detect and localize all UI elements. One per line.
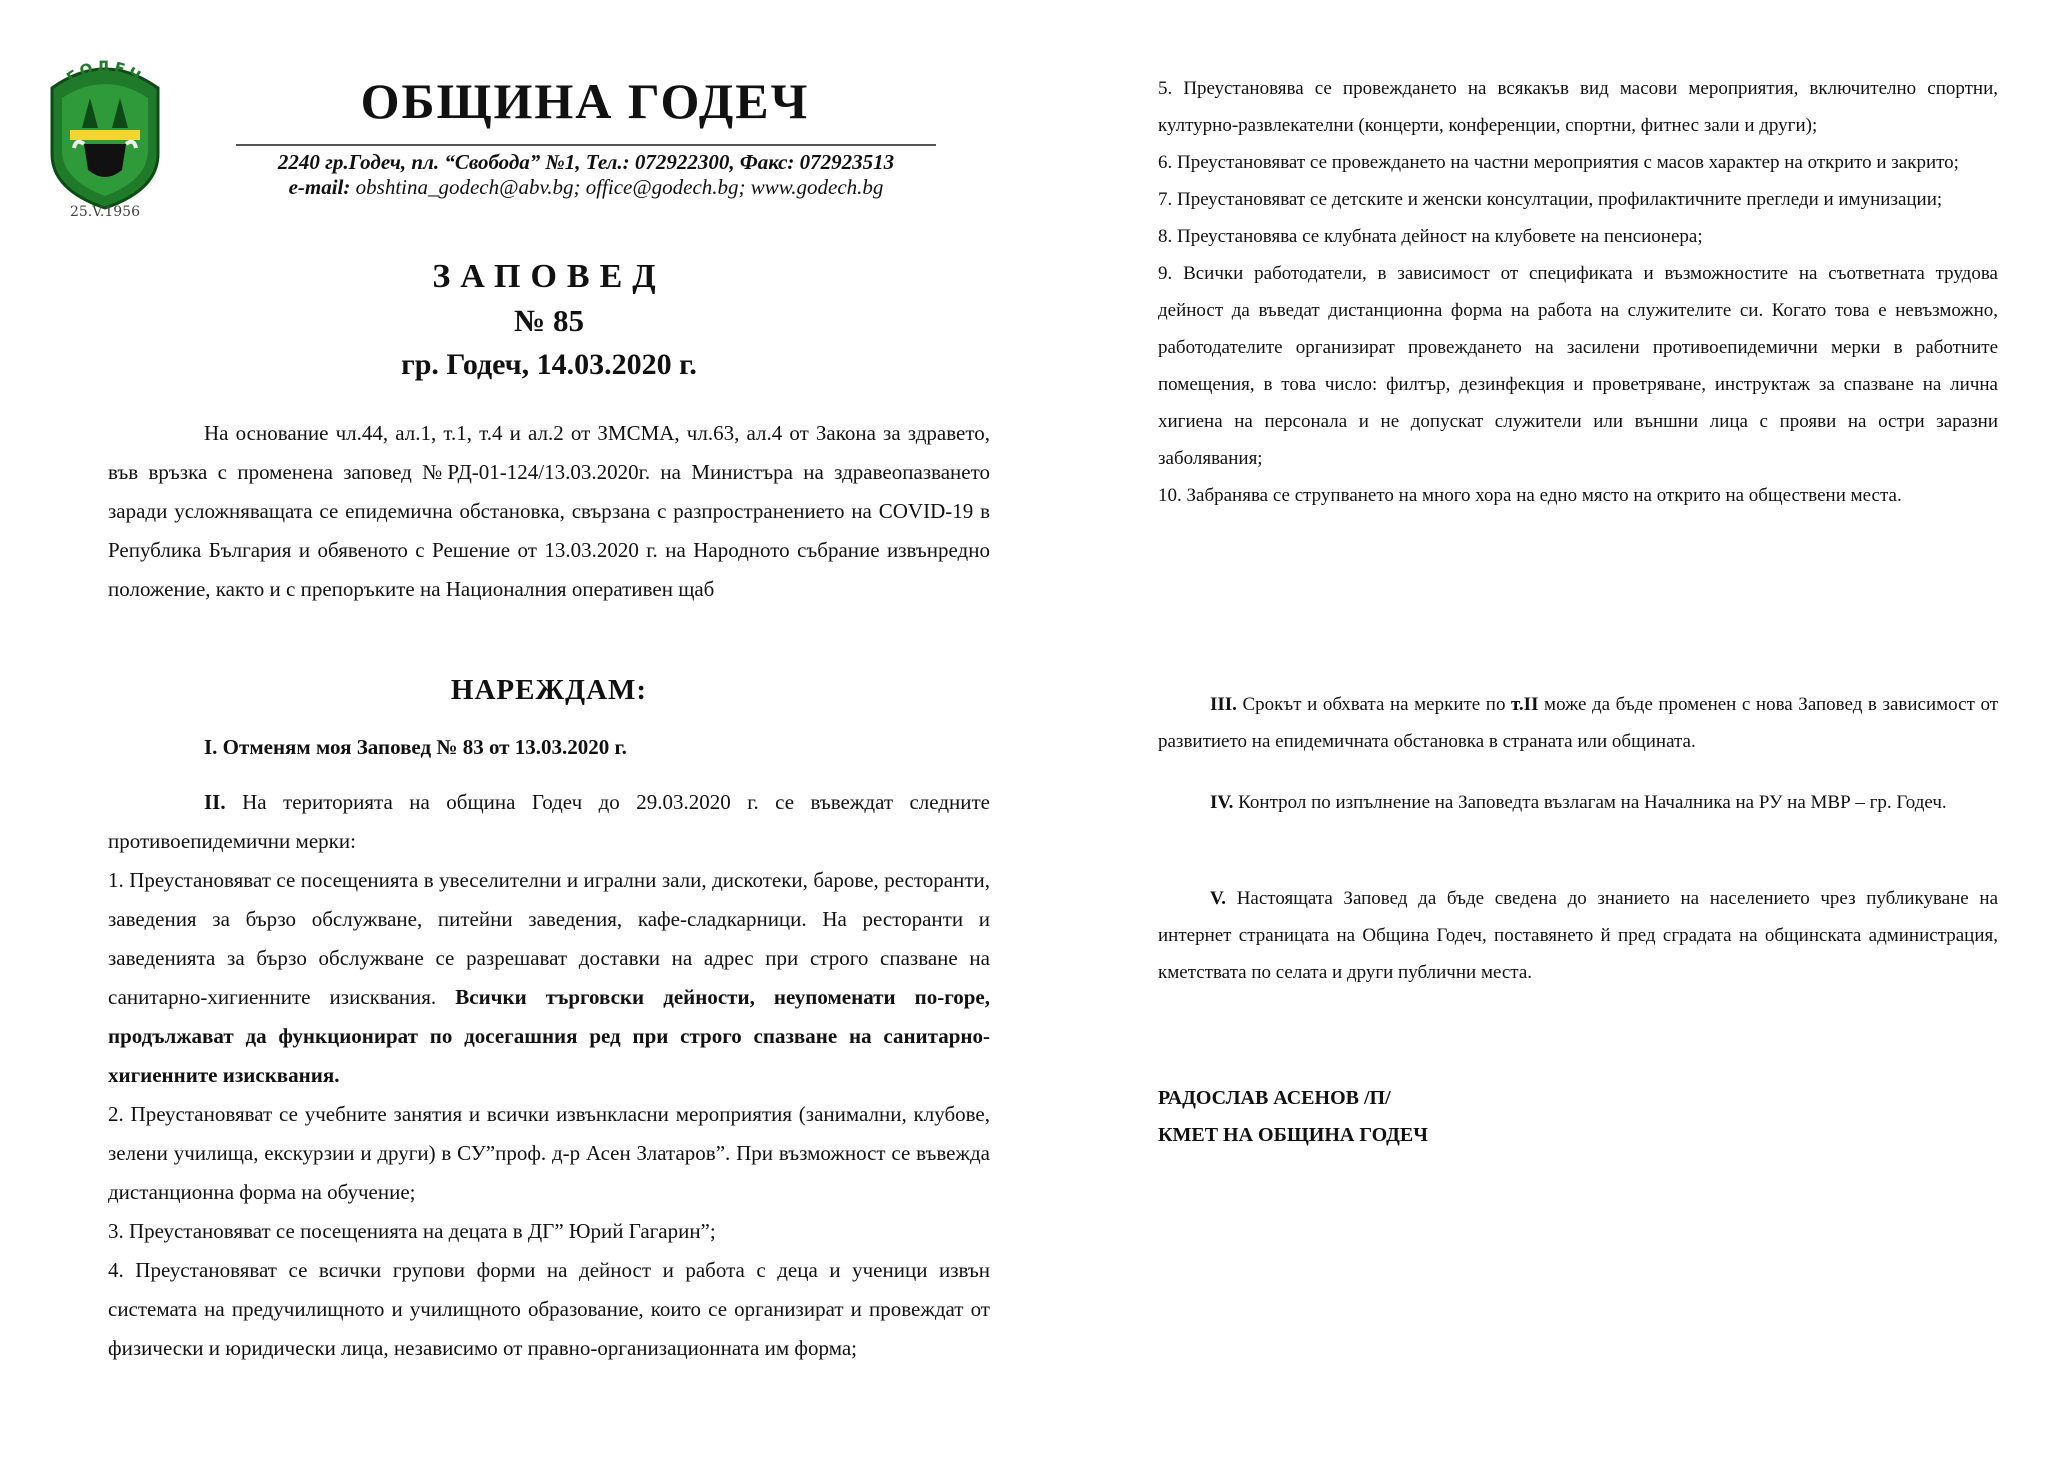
item-II-point-3: 3. Преустановяват се посещенията на децата в ДГ” Юрий Гагарин”; xyxy=(108,1219,716,1243)
document-place-date: гр. Годеч, 14.03.2020 г. xyxy=(401,348,697,381)
item-II-point-6: 6. Преустановяват се провеждането на частни мероприятия с масов характер на открито и закрито; xyxy=(1158,152,1959,173)
order-item-IV: IV. Контрол по изпълнение на Заповедта възлагам на Началника на РУ на МВР – гр. Годеч. xyxy=(1210,792,1947,813)
address-line: 2240 гр.Годеч, пл. “Свобода” №1, Тел.: 072922300, Факс: 072923513 xyxy=(277,150,895,174)
document-title-block xyxy=(108,255,990,387)
municipality-coat-of-arms-logo xyxy=(38,58,172,218)
item-II-point-4: 4. Преустановяват се всички групови форми на дейност и работа с деца и ученици извън системата на предучилищното и училищното образование, които се организират и провеждат от физически и юридически лица, независимо от правно-организационната им форма; xyxy=(108,1258,990,1360)
contact-block xyxy=(236,150,936,200)
intro-paragraph: На основание чл.44, ал.1, т.1, т.4 и ал.2 от ЗМСМА, чл.63, ал.4 от Закона за здравето, във връзка с променена заповед №РД-01-124/13.03.2020г. на Министъра на здравеопазването заради усложняващата се епидемична обстановка, свързана с разпространението на COVID-19 в Република България и обявеното с Решение от 13.03.2020 г. на Народното събрание извънредно положение, както и с препоръките на Националния оперативен щаб xyxy=(108,421,990,601)
order-heading: НАРЕЖДАМ: xyxy=(450,674,648,706)
order-item-I: I. Отменям моя Заповед № 83 от 13.03.2020 г. xyxy=(204,735,627,759)
item-II-point-2: 2. Преустановяват се учебните занятия и всички извънкласни мероприятия (занимални, клубове, зелени училища, екскурзии и други) в СУ”проф. д-р Асен Златаров”. При възможност се въвежда дистанционна форма на обучение; xyxy=(108,1102,990,1204)
item-II-point-7: 7. Преустановяват се детските и женски консултации, профилактичните прегледи и имунизации; xyxy=(1158,189,1943,210)
item-II-point-1: 1. Преустановяват се посещенията в увеселителни и игрални зали, дискотеки, барове, ресторанти, заведения за бързо обслужване, питейни заведения, кафе-сладкарници. На ресторанти и заведенията за бързо обслужване се разрешават доставки на адрес при строго спазване на санитарно-хигиенните изисквания. Всички търговски дейности, неупоменати по-горе, продължават да функционират по досегашния ред при строго спазване на санитарно-хигиенните изисквания. xyxy=(108,868,990,1087)
svg-text:25.V.1956: 25.V.1956 xyxy=(69,204,141,218)
item-II-point-10: 10. Забранява се струпването на много хора на едно място на открито на обществени места. xyxy=(1158,485,1902,506)
item-II-point-9: 9. Всички работодатели, в зависимост от спецификата и възможностите на съответната трудова дейност да въведат дистанционна форма на работа на служителите си. Когато това е невъзможно, работодателите организират провеждането на засилени противоепидемични мерки в работните помещения, в това число: филтър, дезинфекция и проветряване, инструктаж за спазване на лична хигиена на персонала и не допускат служители или външни лица с прояви на остри заразни заболявания; xyxy=(1158,263,1998,469)
email-line xyxy=(236,175,936,200)
signatory-name: РАДОСЛАВ АСЕНОВ /П/ xyxy=(1158,1087,1391,1109)
municipality-name: ОБЩИНА ГОДЕЧ xyxy=(360,73,810,129)
document-number: № 85 xyxy=(514,303,584,338)
item-II-point-8: 8. Преустановява се клубната дейност на клубовете на пенсионера; xyxy=(1158,226,1703,247)
item-II-intro: II. На територията на община Годеч до 29.03.2020 г. се въвеждат следните противоепидемични мерки: xyxy=(108,790,990,853)
item-II-point-5: 5. Преустановява се провеждането на всякакъв вид масови мероприятия, включително спортни, културно-развлекателни (концерти, конференции, спортни, фитнес зали и други); xyxy=(1158,78,1998,136)
order-item-II xyxy=(108,783,990,1368)
order-item-III: III. Срокът и обхвата на мерките по т.II може да бъде променен с нова Заповед в зависимост от развитието на епидемичната обстановка в страната или общината. xyxy=(1158,694,1998,752)
signature-block xyxy=(1158,1080,1428,1154)
email-label: e-mail: xyxy=(288,175,351,199)
order-item-II-continued xyxy=(1158,70,1998,514)
signatory-title: КМЕТ НА ОБЩИНА ГОДЕЧ xyxy=(1158,1124,1428,1146)
header-divider xyxy=(236,144,936,146)
order-item-V: V. Настоящата Заповед да бъде сведена до знанието на населението чрез публикуване на интернет страницата на Община Годеч, поставянето й пред сградата на общинската администрация, кметствата по селата и други публични места. xyxy=(1158,888,1998,983)
email-addresses: obshtina_godech@abv.bg; office@godech.bg; www.godech.bg xyxy=(350,175,884,199)
svg-text:ГОДЕЧ: ГОДЕЧ xyxy=(63,58,147,87)
document-type: ЗАПОВЕД xyxy=(432,258,666,295)
